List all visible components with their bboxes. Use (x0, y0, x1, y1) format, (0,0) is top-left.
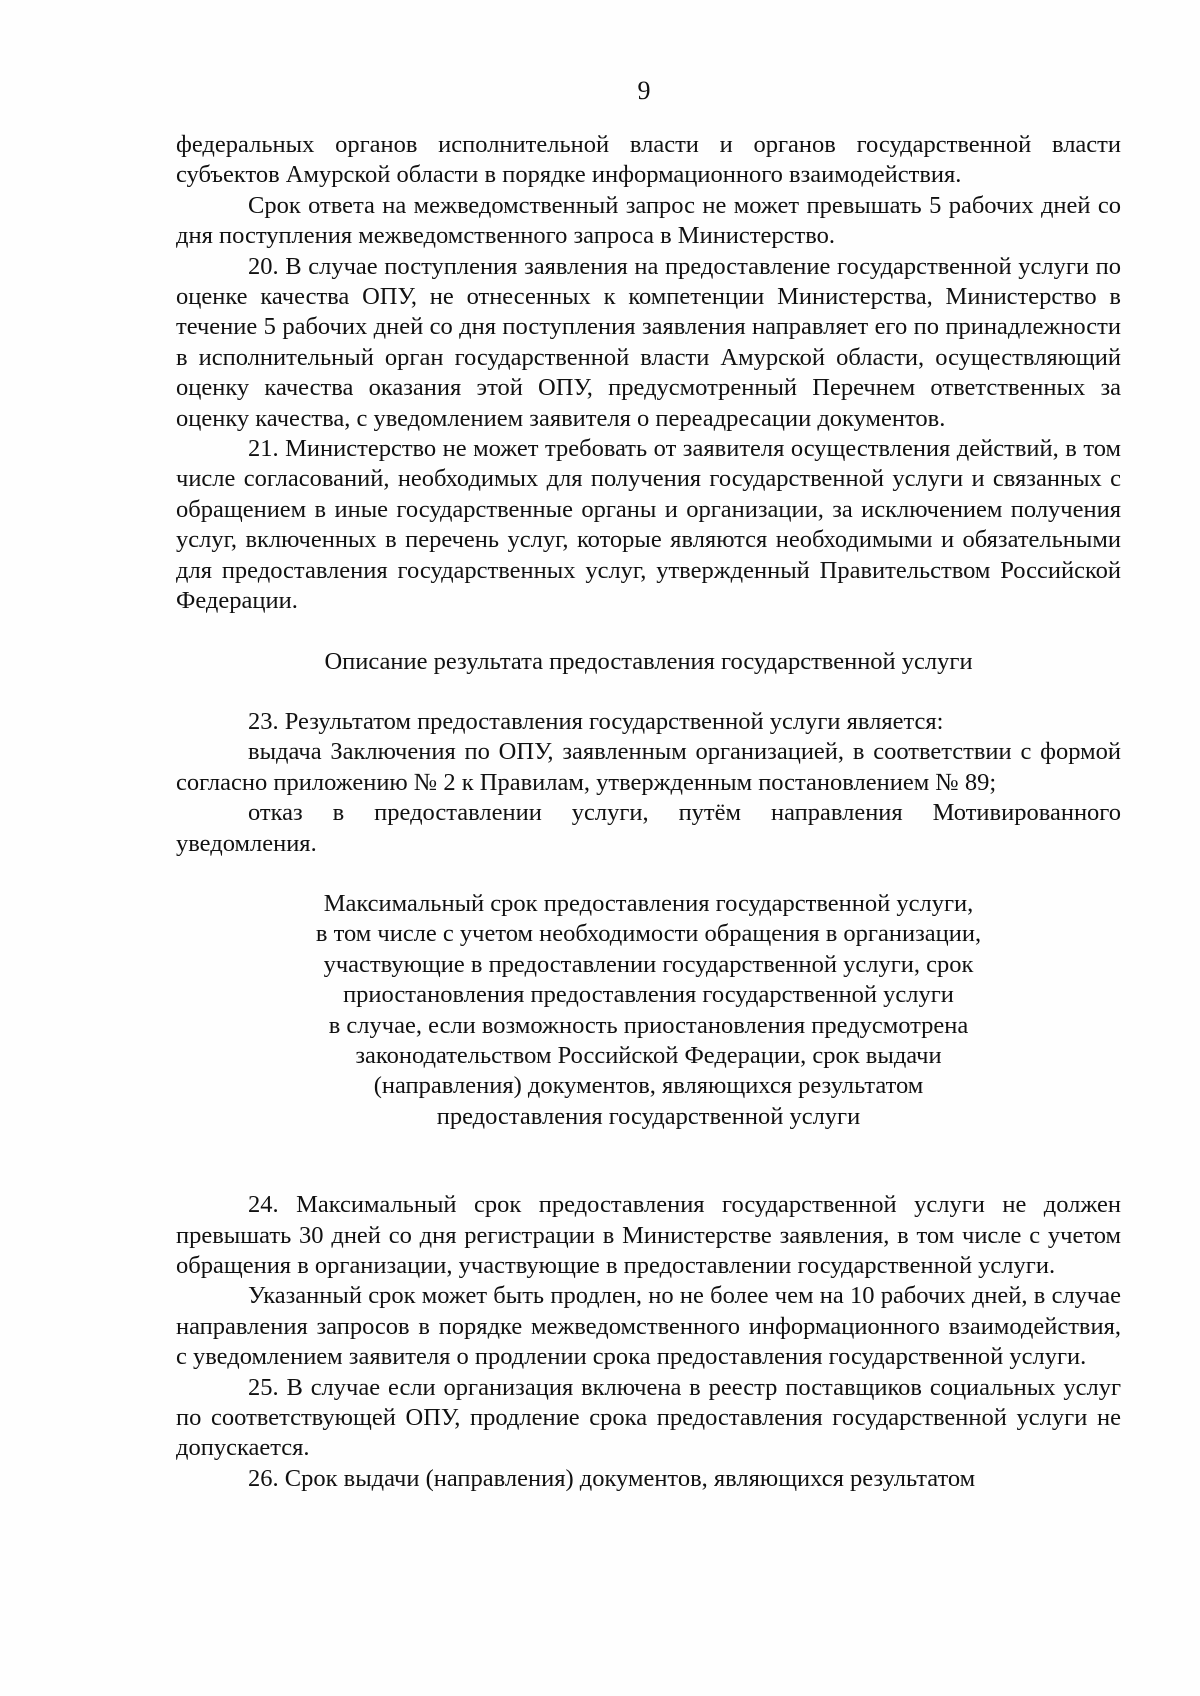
paragraph-continuation: федеральных органов исполнительной власти и органов государственной власти субъектов Амурской области в порядке информационного взаимодействия. (176, 131, 1121, 189)
heading-line: приостановления предоставления государственной услуги (343, 981, 954, 1009)
document-body (176, 130, 1121, 1494)
paragraph-24-extension: Указанный срок может быть продлен, но не более чем на 10 рабочих дней, в случае направления запросов в порядке межведомственного информационного взаимодействия, с уведомлением заявителя о продлении срока предоставления государственной услуги. (176, 1282, 1121, 1371)
paragraph-response-term: Срок ответа на межведомственный запрос не может превышать 5 рабочих дней со дня поступления межведомственного запроса в Министерство. (176, 191, 1121, 250)
paragraph-23-issue-conclusion: выдача Заключения по ОПУ, заявленным организацией, в соответствии с формой согласно приложению № 2 к Правилам, утвержденным постановлением № 89; (176, 738, 1121, 796)
heading-line: в том числе с учетом необходимости обращения в организации, (315, 920, 982, 948)
heading-line: участвующие в предоставлении государственной услуги, срок (323, 950, 974, 978)
paragraph-26: 26. Срок выдачи (направления) документов, являющихся результатом (248, 1464, 976, 1492)
paragraph-20: 20. В случае поступления заявления на предоставление государственной услуги по оценке качества ОПУ, не отнесенных к компетенции Министерства, Министерство в течение 5 рабочих дней со дня поступления заявления направляет его по принадлежности в исполнительный орган государственной власти Амурской области, осуществляющий оценку качества оказания этой ОПУ, предусмотренный Перечнем ответственных за оценку качества, с уведомлением заявителя о переадресации документов. (176, 252, 1121, 432)
paragraph-21: 21. Министерство не может требовать от заявителя осуществления действий, в том числе согласований, необходимых для получения государственной услуги и связанных с обращением в иные государственные органы и организации, за исключением получения услуг, включенных в перечень услуг, которые являются необходимыми и обязательными для предоставления государственных услуг, утвержденный Правительством Российской Федерации. (176, 435, 1121, 615)
section-heading-result: Описание результата предоставления государственной услуги (324, 647, 973, 675)
paragraph-24: 24. Максимальный срок предоставления государственной услуги не должен превышать 30 дней со дня регистрации в Министерстве заявления, в том числе с учетом обращения в организации, участвующие в предоставлении государственной услуги. (176, 1191, 1121, 1279)
paragraph-23: 23. Результатом предоставления государственной услуги является: (248, 707, 944, 735)
section-heading-max-term (176, 889, 1121, 1132)
heading-line: Максимальный срок предоставления государственной услуги, (323, 889, 974, 917)
paragraph-23-refusal: отказ в предоставлении услуги, путём направления Мотивированного уведомления. (176, 799, 1121, 857)
heading-line: законодательством Российской Федерации, срок выдачи (355, 1041, 942, 1069)
page-number: 9 (637, 76, 651, 105)
heading-line: в случае, если возможность приостановления предусмотрена (328, 1011, 969, 1039)
heading-line: предоставления государственной услуги (436, 1102, 861, 1130)
heading-line: (направления) документов, являющихся результатом (373, 1072, 924, 1100)
paragraph-25: 25. В случае если организация включена в реестр поставщиков социальных услуг по соответствующей ОПУ, продление срока предоставления государственной услуги не допускается. (176, 1373, 1121, 1462)
